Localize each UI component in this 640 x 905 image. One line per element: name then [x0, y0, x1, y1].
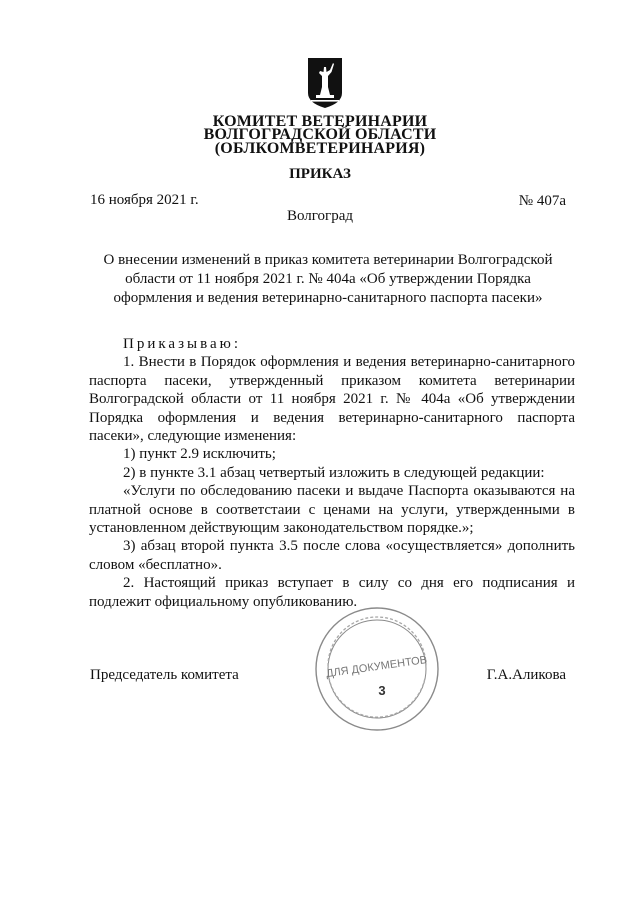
quoted-new-text: «Услуги по обследованию пасеки и выдаче Паспорта оказываются на платной основе в соответстаии с ценами на услуги, утвержденными в установленном действующим законодательством порядке.»; — [89, 483, 575, 537]
document-subject: О внесении изменений в приказ комитета ветеринарии Волгоградской области от 11 ноября 2021 г. № 404а «Об утверждении Порядка оформления и ведения ветеринарно-санитарного паспорта пасеки» — [103, 252, 553, 306]
document-number: № 407а — [518, 193, 566, 209]
paragraph-1-subitem-1: 1) пункт 2.9 исключить; — [123, 446, 276, 463]
document-body — [89, 335, 575, 611]
office-stamp — [312, 604, 442, 734]
stamp-label: ДЛЯ ДОКУМЕНТОВ — [325, 654, 428, 681]
paragraph-2: 2. Настоящий приказ вступает в силу со дня его подписания и подлежит официальному опубликованию. — [89, 575, 575, 610]
order-word: Приказываю: — [123, 336, 241, 352]
stamp-number: 3 — [378, 683, 386, 698]
document-city: Волгоград — [286, 208, 353, 224]
document-date: 16 ноября 2021 г. — [90, 192, 199, 208]
committee-abbreviation: (ОБЛКОМВЕТЕРИНАРИЯ) — [214, 140, 426, 157]
paragraph-1: 1. Внести в Порядок оформления и ведения ветеринарно-санитарного паспорта пасеки, утвержденный приказом комитета ветеринарии Волгоградской области от 11 ноября 2021 г. № 404а «Об утверждении Порядка оформления и ведения ветеринарно-санитарного паспорта пасеки», следующие изменения: — [89, 354, 575, 445]
signatory-position: Председатель комитета — [90, 667, 239, 683]
committee-name-line-2: ВОЛГОГРАДСКОЙ ОБЛАСТИ — [203, 126, 437, 143]
committee-name-line-1: КОМИТЕТ ВЕТЕРИНАРИИ — [212, 113, 428, 130]
signatory-name: Г.А.Аликова — [486, 667, 566, 683]
document-title: ПРИКАЗ — [289, 166, 351, 182]
paragraph-1-subitem-2: 2) в пункте 3.1 абзац четвертый изложить в следующей редакции: — [123, 464, 545, 481]
volgograd-emblem-icon — [307, 57, 343, 109]
paragraph-1-subitem-3: 3) абзац второй пункта 3.5 после слова «осуществляется» дополнить словом «бесплатно». — [89, 538, 575, 573]
